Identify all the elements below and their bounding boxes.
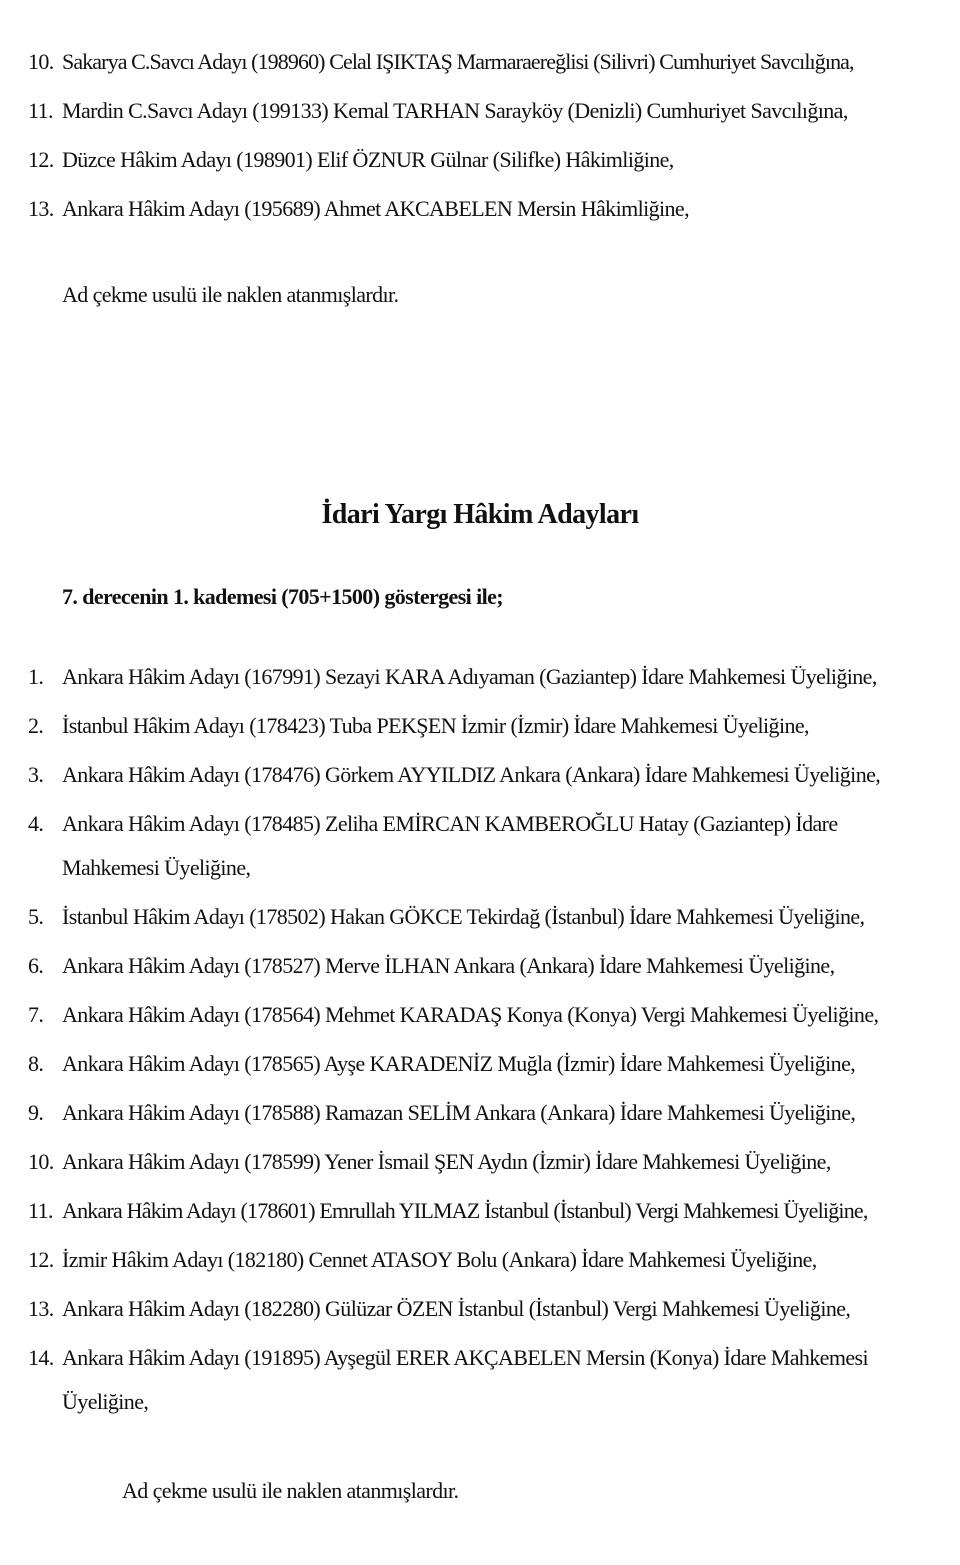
item-text: Ankara Hâkim Adayı (178527) Merve İLHAN Ankara (Ankara) İdare Mahkemesi Üyeliğine, xyxy=(62,953,835,978)
item-number: 1. xyxy=(28,664,44,689)
list-item xyxy=(28,97,953,146)
item-number: 13. xyxy=(28,1296,54,1321)
item-number: 10. xyxy=(28,1149,54,1174)
item-number: 8. xyxy=(28,1051,44,1076)
item-number: 7. xyxy=(28,1002,44,1027)
item-text: Ankara Hâkim Adayı (178476) Görkem AYYILDIZ Ankara (Ankara) İdare Mahkemesi Üyeliğine, xyxy=(62,762,881,787)
list-item xyxy=(28,1099,938,1127)
list-item xyxy=(28,1344,938,1424)
item-text: Ankara Hâkim Adayı (178601) Emrullah YILMAZ İstanbul (İstanbul) Vergi Mahkemesi Üyeliğine, xyxy=(62,1198,868,1223)
item-text: Ankara Hâkim Adayı (191895) Ayşegül ERER AKÇABELEN Mersin (Konya) İdare Mahkemesi Üyeliğine, xyxy=(62,1345,868,1414)
list-item xyxy=(28,1295,938,1323)
list-item xyxy=(28,1001,938,1029)
item-number: 9. xyxy=(28,1100,44,1125)
list-item xyxy=(28,48,953,97)
item-text: Ankara Hâkim Adayı (178564) Mehmet KARADAŞ Konya (Konya) Vergi Mahkemesi Üyeliğine, xyxy=(62,1002,879,1027)
item-text: Ankara Hâkim Adayı (178565) Ayşe KARADENİZ Muğla (İzmir) İdare Mahkemesi Üyeliğine, xyxy=(62,1051,856,1076)
list-item xyxy=(28,761,938,789)
list-item xyxy=(28,1050,938,1078)
item-number: 5. xyxy=(28,904,44,929)
item-text: Mardin C.Savcı Adayı (199133) Kemal TARHAN Sarayköy (Denizli) Cumhuriyet Savcılığına, xyxy=(62,98,848,123)
item-number: 13. xyxy=(28,196,54,221)
item-number: 12. xyxy=(28,1247,54,1272)
closing-statement: Ad çekme usulü ile naklen atanmışlardır. xyxy=(62,282,399,307)
item-number: 4. xyxy=(28,811,44,836)
item-text: Sakarya C.Savcı Adayı (198960) Celal IŞIKTAŞ Marmaraereğlisi (Silivri) Cumhuriyet Savcılığına, xyxy=(62,49,854,74)
item-text: Ankara Hâkim Adayı (178588) Ramazan SELİM Ankara (Ankara) İdare Mahkemesi Üyeliğine, xyxy=(62,1100,856,1125)
item-text: Ankara Hâkim Adayı (178485) Zeliha EMİRCAN KAMBEROĞLU Hatay (Gaziantep) İdare Mahkemesi Üyeliğine, xyxy=(62,811,838,880)
item-text: Ankara Hâkim Adayı (182280) Gülüzar ÖZEN İstanbul (İstanbul) Vergi Mahkemesi Üyeliğine, xyxy=(62,1296,851,1321)
list-item xyxy=(28,1148,938,1176)
closing-statement: Ad çekme usulü ile naklen atanmışlardır. xyxy=(122,1478,459,1503)
item-text: Ankara Hâkim Adayı (167991) Sezayi KARA Adıyaman (Gaziantep) İdare Mahkemesi Üyeliğine, xyxy=(62,664,877,689)
list-item xyxy=(28,663,938,691)
section-heading: İdari Yargı Hâkim Adayları xyxy=(321,499,639,530)
item-number: 6. xyxy=(28,953,44,978)
list-item xyxy=(28,903,938,931)
item-number: 11. xyxy=(28,98,53,123)
list-item xyxy=(28,810,938,890)
list-item xyxy=(28,712,938,740)
item-text: İzmir Hâkim Adayı (182180) Cennet ATASOY Bolu (Ankara) İdare Mahkemesi Üyeliğine, xyxy=(62,1247,817,1272)
appointment-list-judges xyxy=(28,663,938,1437)
list-item xyxy=(28,146,953,195)
item-number: 3. xyxy=(28,762,44,787)
item-text: Düzce Hâkim Adayı (198901) Elif ÖZNUR Gülnar (Silifke) Hâkimliğine, xyxy=(62,147,674,172)
item-text: Ankara Hâkim Adayı (178599) Yener İsmail ŞEN Aydın (İzmir) İdare Mahkemesi Üyeliğine, xyxy=(62,1149,831,1174)
appointment-list-prosecutors xyxy=(28,48,953,244)
item-number: 12. xyxy=(28,147,54,172)
item-text: Ankara Hâkim Adayı (195689) Ahmet AKCABELEN Mersin Hâkimliğine, xyxy=(62,196,689,221)
section-subheading: 7. derecenin 1. kademesi (705+1500) göstergesi ile; xyxy=(62,584,504,609)
list-item xyxy=(28,1246,938,1274)
list-item xyxy=(28,952,938,980)
item-text: İstanbul Hâkim Adayı (178423) Tuba PEKŞEN İzmir (İzmir) İdare Mahkemesi Üyeliğine, xyxy=(62,713,809,738)
item-number: 14. xyxy=(28,1345,54,1370)
item-number: 11. xyxy=(28,1198,53,1223)
list-item xyxy=(28,1197,938,1225)
item-number: 10. xyxy=(28,49,54,74)
list-item xyxy=(28,195,953,244)
item-text: İstanbul Hâkim Adayı (178502) Hakan GÖKCE Tekirdağ (İstanbul) İdare Mahkemesi Üyeliğine, xyxy=(62,904,865,929)
item-number: 2. xyxy=(28,713,44,738)
